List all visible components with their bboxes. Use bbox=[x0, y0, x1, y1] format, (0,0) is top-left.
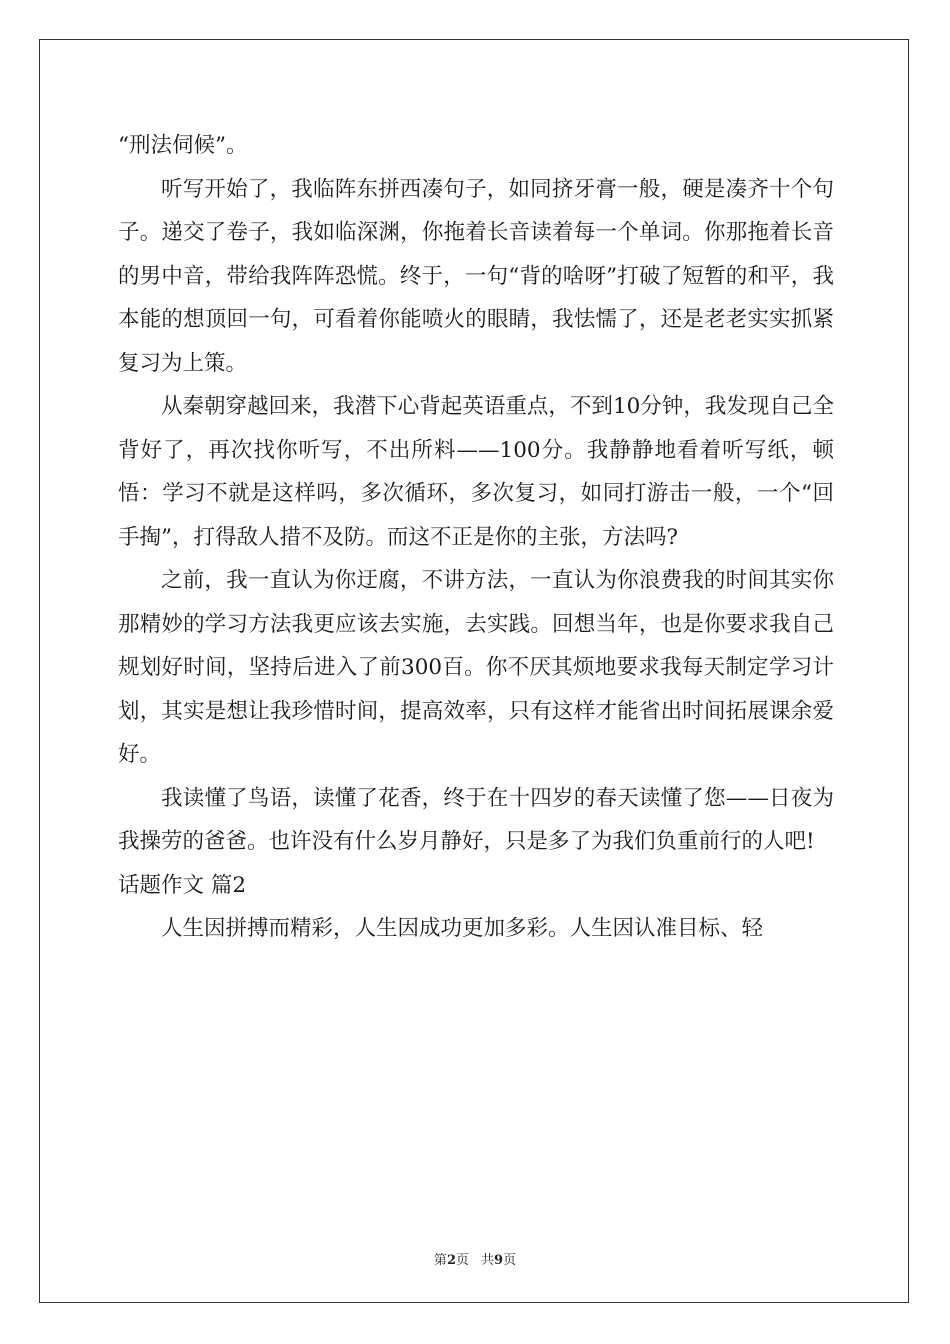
page-footer bbox=[0, 1249, 950, 1268]
paragraph: 人生因拼搏而精彩，人生因成功更加多彩。人生因认准目标、轻 bbox=[161, 916, 764, 941]
total-prefix: 共 bbox=[481, 1253, 495, 1268]
paragraph: “刑法伺候”。 bbox=[118, 133, 248, 158]
paragraph: 听写开始了，我临阵东拼西凑句子，如同挤牙膏一般，硬是凑齐十个句子。递交了卷子，我如临深渊，你拖着长音读着每一个单词。你那拖着长音的男中音，带给我阵阵恐慌。终于，一句“背的啥呀”打破了短暂的和平，我本能的想顶回一句，可看着你能喷火的眼睛，我怯懦了，还是老老实实抓紧复习为上策。 bbox=[118, 176, 834, 376]
total-suffix: 页 bbox=[503, 1253, 517, 1268]
page-prefix: 第 bbox=[433, 1253, 447, 1268]
section-heading: 话题作文 篇2 bbox=[118, 872, 247, 898]
paragraph: 我读懂了鸟语，读懂了花香，终于在十四岁的春天读懂了您——日夜为我操劳的爸爸。也许没有什么岁月静好，只是多了为我们负重前行的人吧! bbox=[118, 785, 834, 854]
paragraph: 之前，我一直认为你迂腐，不讲方法，一直认为你浪费我的时间其实你那精妙的学习方法我更应该去实施，去实践。回想当年，也是你要求我自己规划好时间，坚持后进入了前300百。你不厌其烦地要求我每天制定学习计划，其实是想让我珍惜时间，提高效率，只有这样才能省出时间拓展课余爱好。 bbox=[118, 568, 834, 767]
document-body bbox=[118, 124, 834, 951]
paragraph: 从秦朝穿越回来，我潜下心背起英语重点，不到10分钟，我发现自己全背好了，再次找你听写，不出所料——100分。我静静地看着听写纸，顿悟：学习不就是这样吗，多次循环，多次复习，如同打游击一般，一个“回手掏”，打得敌人措不及防。而这不正是你的主张，方法吗? bbox=[118, 394, 834, 550]
page-suffix: 页 bbox=[455, 1253, 469, 1268]
total-pages: 9 bbox=[494, 1253, 504, 1268]
page-number: 2 bbox=[446, 1253, 456, 1268]
